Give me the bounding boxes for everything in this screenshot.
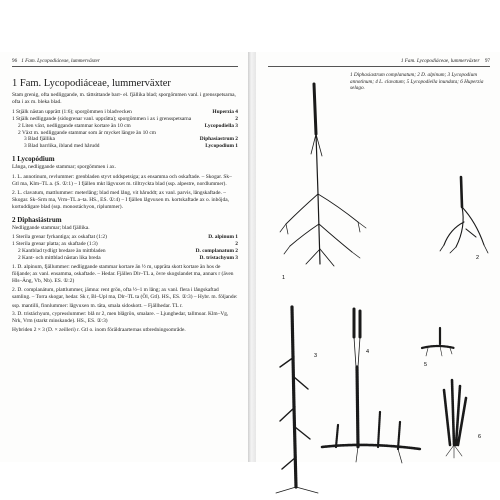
key-text: 2 Kantblad tydligt bredare än mittbladen: [18, 248, 106, 255]
key-line: [12, 123, 238, 130]
key-text: 1 Stjälk nedliggande (sidogrenar vanl. upprätta); sporgömmen i ax i grensspetsarna: [12, 115, 192, 122]
key-line: [12, 255, 238, 262]
key-result: Diphasiastrum 2: [199, 136, 238, 143]
left-page: [0, 52, 248, 462]
family-title: 1 Fam. Lycopodiáceae, lummerväxter: [12, 78, 171, 89]
species-entry: 1. D. alpinum, fjällummer: nedliggande stammar kortare än ½ m, uppräta skott kortare än hos de följande; ax vanl. ensamma, oskaftade. – Hedar. Fjällen Dlr–TL a, övre skogslandet ma, annars r (även Hls–Äng, Vb, Nb). ES. ①:2): [12, 264, 234, 284]
key-line: [12, 116, 238, 123]
right-page: [256, 52, 500, 462]
left-text-column: [12, 74, 238, 334]
key-line: [12, 248, 238, 255]
left-header-rule: [12, 66, 238, 67]
key-result: D. alpinum 1: [208, 234, 238, 241]
genus-heading: 2 Diphasiástrum: [12, 215, 62, 224]
key-text: 3 Blad fjällika: [24, 136, 55, 143]
left-running-head: [12, 58, 100, 64]
left-page-number: 96: [12, 58, 18, 64]
hybrid-note: Hybriden 2 × 3 (D. × zeilleri) r. Gtl o. inom föräldraarternas utbredningsområde.: [12, 327, 186, 334]
key-result: Lycopodiella 3: [204, 122, 238, 129]
key-result: Huperzia 4: [212, 108, 238, 115]
key-line: [12, 241, 238, 248]
genus-description: Långa, nedliggande stammar; sporgömmen i ax.: [12, 164, 116, 171]
illustration-huperzia-selago: [426, 370, 488, 460]
right-page-number: 97: [484, 58, 490, 64]
figure-label: 6: [478, 434, 482, 440]
key-result: D. complanatum 2: [195, 248, 238, 255]
left-running-title: 1 Fam. Lycopodiáceae, lummerväxter: [21, 58, 100, 64]
figure-label: 5: [424, 362, 428, 367]
figure-label: 2: [476, 255, 480, 261]
key-text: 2 Växt m. nedliggande stammar som är mycket längre än 10 cm: [18, 129, 156, 136]
key-text: 2 Kant- och mittblad nästan lika breda: [18, 255, 101, 262]
right-running-head: [401, 58, 490, 64]
key-text: 2 Liten växt, nedliggande stammar kortare än 10 cm: [18, 122, 131, 129]
genus-key: [12, 109, 238, 150]
figure-legend: 1 Diphasiastrum complanatum; 2 D. alpinum; 3 Lycopodium annotinum; 4 L. clavatum; 5 Lycopodiella inundata; 6 Huperzia selago.: [350, 72, 484, 92]
right-header-rule: [268, 66, 490, 67]
key-result: 2: [235, 241, 238, 248]
key-text: 3 Blad barrlika, ibland med hårudd: [24, 143, 100, 150]
key-result: D. tristachyum 3: [199, 255, 238, 262]
species-entry: 2. D. complanátum, plattlummer, jämna: rent grön, ofta ½–1 m lång; ax vanl. flera i långskaftad samling. – Torra skogar, hedar. Sk r, Bl–Upl ma, Dlr–TL ta (Öl, Gtl). HS., ES. ①:3) – Hybr. m. följande:: [12, 286, 238, 300]
right-running-title: 1 Fam. Lycopodiáceae, lummerväxter: [400, 58, 480, 64]
species-entry: ssp. mantilli, finnlummer: lågvuxen m. täta, smala sidoskott. – Fjällhedar. TL r.: [12, 302, 183, 309]
figure-label: 1: [282, 275, 286, 281]
illustration-lycopodium-clavatum: [316, 297, 426, 467]
genus-heading: 1 Lycopódium: [12, 155, 55, 164]
species-entry: 2. L. clavatum, mattlummer: meterlång; blad med lång, vit håruddt; ax vanl. parvis, långskaftade. – Skogar. Sk–Srm ma, Vrm–TL a–ta. HS., ES. ①:4) – I fjällen lågvuxen m. kortskaftade ax o. inböjda, kortuddigare blad (ssp. monostáchyon, riplummer).: [12, 189, 229, 210]
key-text: 1 Sterila grenar fyrkantiga; ax oskaftat (1:2): [12, 234, 107, 241]
key-text: 1 Sterila grenar platta; ax skaftade (1:3): [12, 241, 98, 248]
key-result: Lycopodium 1: [205, 143, 238, 150]
key-line: [12, 109, 238, 116]
illustration-diphasiastrum-alpinum: [436, 167, 494, 262]
family-intro: Stam grenig, ofta nedliggande, m. tättsittande barr- el. fjällika blad; sporgömmen vanl. i grensspetsarna, ofta i ax m. bleka blad.: [12, 92, 236, 105]
illustration-lycopodiella-inundata: [418, 322, 458, 367]
figure-label: 3: [314, 353, 318, 359]
illustration-diphasiastrum-complanatum: [276, 74, 371, 284]
species-entry: 1. L. annotinum, revlummer: grenbladen styvt uddspetsiga; ax ensamma och oskaftade. – Skogar. Sk–Gtl ma, Klm–TL a. (S. ①:1) – I fjällen mkt lågvuxet m. tilltryckta blad (ssp. alpestre, nordlummer).: [12, 174, 232, 187]
species-entry: 3. D. tristáchyum, cypresslummer: blå nr 2, men blågrön, smalare. – Ljunghedar, tallmoar. Klm–Vg, Nrk, Vrm (starkt minskande). HS., ES. ①:3): [12, 311, 229, 325]
book-gutter: [248, 52, 256, 462]
species-key: [12, 234, 238, 262]
key-text: 1 Stjälk nästan upprätt (1:6); sporgömmen i bladvecken: [12, 108, 132, 115]
genus-description: Nedliggande stammar; blad fjällika.: [12, 224, 90, 231]
key-result: 2: [235, 115, 238, 122]
key-line: [12, 143, 238, 150]
figure-label: 4: [366, 349, 370, 355]
